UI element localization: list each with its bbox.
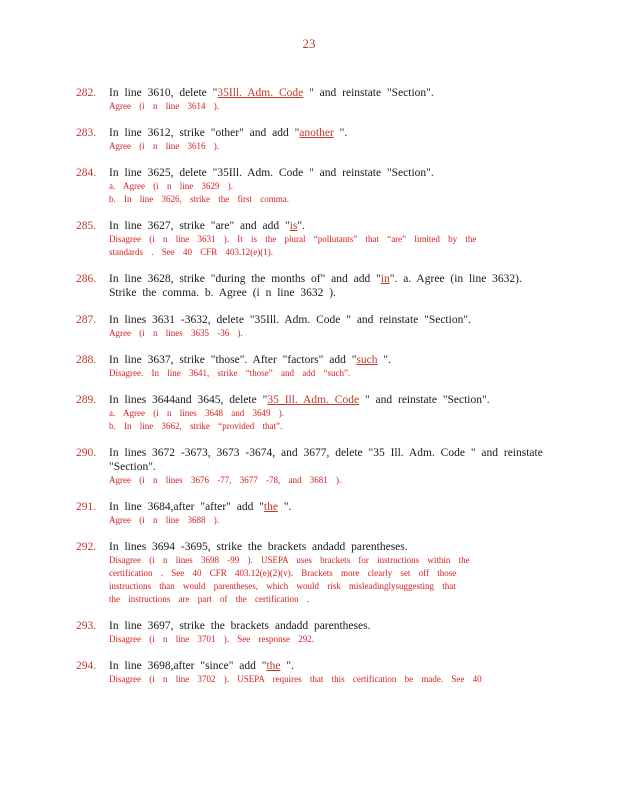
comment-text-part: In lines 3694 -3695, strike the brackets andadd parentheses. <box>109 541 408 553</box>
comment-text-part: In lines 3672 -3673, 3673 -3674, and 3677, delete "35 Ill. Adm. Code " and reinstate "Section". <box>109 447 543 473</box>
comment-item <box>76 393 546 433</box>
inserted-text: such <box>356 354 378 366</box>
comment-text-part: ". <box>333 127 348 139</box>
comment-text-part: In line 3698,after "since" add " <box>109 660 267 672</box>
comment-text-part: ". <box>280 660 294 672</box>
item-number: 282. <box>76 87 97 99</box>
item-number: 285. <box>76 220 97 232</box>
comment-text-part: In line 3637, strike "those". After "factors" add " <box>109 354 357 366</box>
response-line: Disagree. In line 3641, strike “those” and add “such”. <box>109 368 351 378</box>
comment-item <box>76 353 546 380</box>
comment-text <box>109 393 546 407</box>
comment-text-part: ". <box>297 220 305 232</box>
comment-item <box>76 313 546 340</box>
comment-item <box>76 446 546 487</box>
comment-text <box>109 619 546 633</box>
page-number: 23 <box>302 36 316 51</box>
comment-text <box>109 446 546 474</box>
comment-text-part: ". <box>377 354 391 366</box>
comment-text-part: In line 3627, strike "are" and add " <box>109 220 290 232</box>
comment-item <box>76 659 546 686</box>
response-line: Disagree (i n line 3702 ). USEPA requires that this certification be made. See 40 <box>109 674 482 684</box>
comment-text-part: ". a. Agree (in line 3632). Strike the comma. b. Agree (i n line 3632 ). <box>109 273 522 299</box>
response-line: Disagree (i n lines 3698 -99 ). USEPA uses brackets for instructions within the <box>109 555 470 565</box>
response-line: Agree (i n lines 3676 -77, 3677 -78, and 3681 ). <box>109 475 342 485</box>
comment-item <box>76 86 546 113</box>
comment-text <box>109 313 546 327</box>
comment-text-part: In line 3628, strike "during the months of" and add " <box>109 273 381 285</box>
comment-item <box>76 126 546 153</box>
comment-text-part: ". <box>277 501 292 513</box>
item-number: 283. <box>76 127 97 139</box>
comment-item <box>76 540 546 606</box>
comment-text <box>109 353 546 367</box>
comment-item <box>76 272 546 300</box>
comment-text <box>109 86 546 100</box>
response-line: Disagree (i n line 3701 ). See response 292. <box>109 634 314 644</box>
comment-text-part: In line 3612, strike "other" and add " <box>109 127 300 139</box>
comment-text <box>109 126 546 140</box>
comment-item <box>76 500 546 527</box>
response-line: Agree (i n line 3616 ). <box>109 141 219 151</box>
comment-text <box>109 540 546 554</box>
item-number: 291. <box>76 501 97 513</box>
inserted-text: the <box>263 501 278 513</box>
comment-item <box>76 619 546 646</box>
comment-text-part: In lines 3644and 3645, delete " <box>109 394 268 406</box>
comment-text-part: " and reinstate "Section". <box>359 394 490 406</box>
comment-text-part: " and reinstate "Section". <box>303 87 434 99</box>
response-line: Agree (i n line 3688 ). <box>109 515 219 525</box>
item-number: 287. <box>76 314 97 326</box>
item-number: 290. <box>76 447 97 459</box>
inserted-text: another <box>299 127 334 139</box>
comment-list <box>76 86 546 699</box>
response-line: b. In line 3662, strike “provided that”. <box>109 421 283 431</box>
comment-text-part: In lines 3631 -3632, delete "35Ill. Adm. Code " and reinstate "Section". <box>109 314 471 326</box>
response-line: standards . See 40 CFR 403.12(e)(1). <box>109 247 273 257</box>
inserted-text: 35Ill. Adm. Code <box>217 87 304 99</box>
response-line: instructions than would parentheses, which would risk misleadinglysuggesting that <box>109 581 456 591</box>
response-line: Agree (i n line 3614 ). <box>109 101 219 111</box>
comment-text <box>109 166 546 180</box>
item-number: 289. <box>76 394 97 406</box>
comment-text-part: In line 3684,after "after" add " <box>109 501 264 513</box>
inserted-text: is <box>289 220 298 232</box>
response-line: the instructions are part of the certification . <box>109 594 309 604</box>
response-line: a. Agree (i n line 3629 ). <box>109 181 233 191</box>
comment-text <box>109 219 546 233</box>
inserted-text: 35 Ill. Adm. Code <box>267 394 360 406</box>
comment-item <box>76 219 546 259</box>
inserted-text: in <box>380 273 390 285</box>
item-number: 292. <box>76 541 97 553</box>
response-line: a. Agree (i n lines 3648 and 3649 ). <box>109 408 284 418</box>
comment-text-part: In line 3610, delete " <box>109 87 218 99</box>
response-line: certification . See 40 CFR 403.12(e)(2)(v). Brackets more clearly set off those <box>109 568 457 578</box>
response-line: Agree (i n lines 3635 -36 ). <box>109 328 243 338</box>
comment-text-part: In line 3697, strike the brackets andadd parentheses. <box>109 620 371 632</box>
response-line: b. In line 3626, strike the first comma. <box>109 194 289 204</box>
comment-text <box>109 272 546 300</box>
item-number: 288. <box>76 354 97 366</box>
comment-text <box>109 500 546 514</box>
response-line: Disagree (i n line 3631 ). It is the plural “pollutants” that “are” limited by the <box>109 234 477 244</box>
item-number: 286. <box>76 273 97 285</box>
comment-text-part: In line 3625, delete "35Ill. Adm. Code " and reinstate "Section". <box>109 167 434 179</box>
comment-text <box>109 659 546 673</box>
item-number: 294. <box>76 660 97 672</box>
inserted-text: the <box>266 660 281 672</box>
item-number: 284. <box>76 167 97 179</box>
comment-item <box>76 166 546 206</box>
item-number: 293. <box>76 620 97 632</box>
